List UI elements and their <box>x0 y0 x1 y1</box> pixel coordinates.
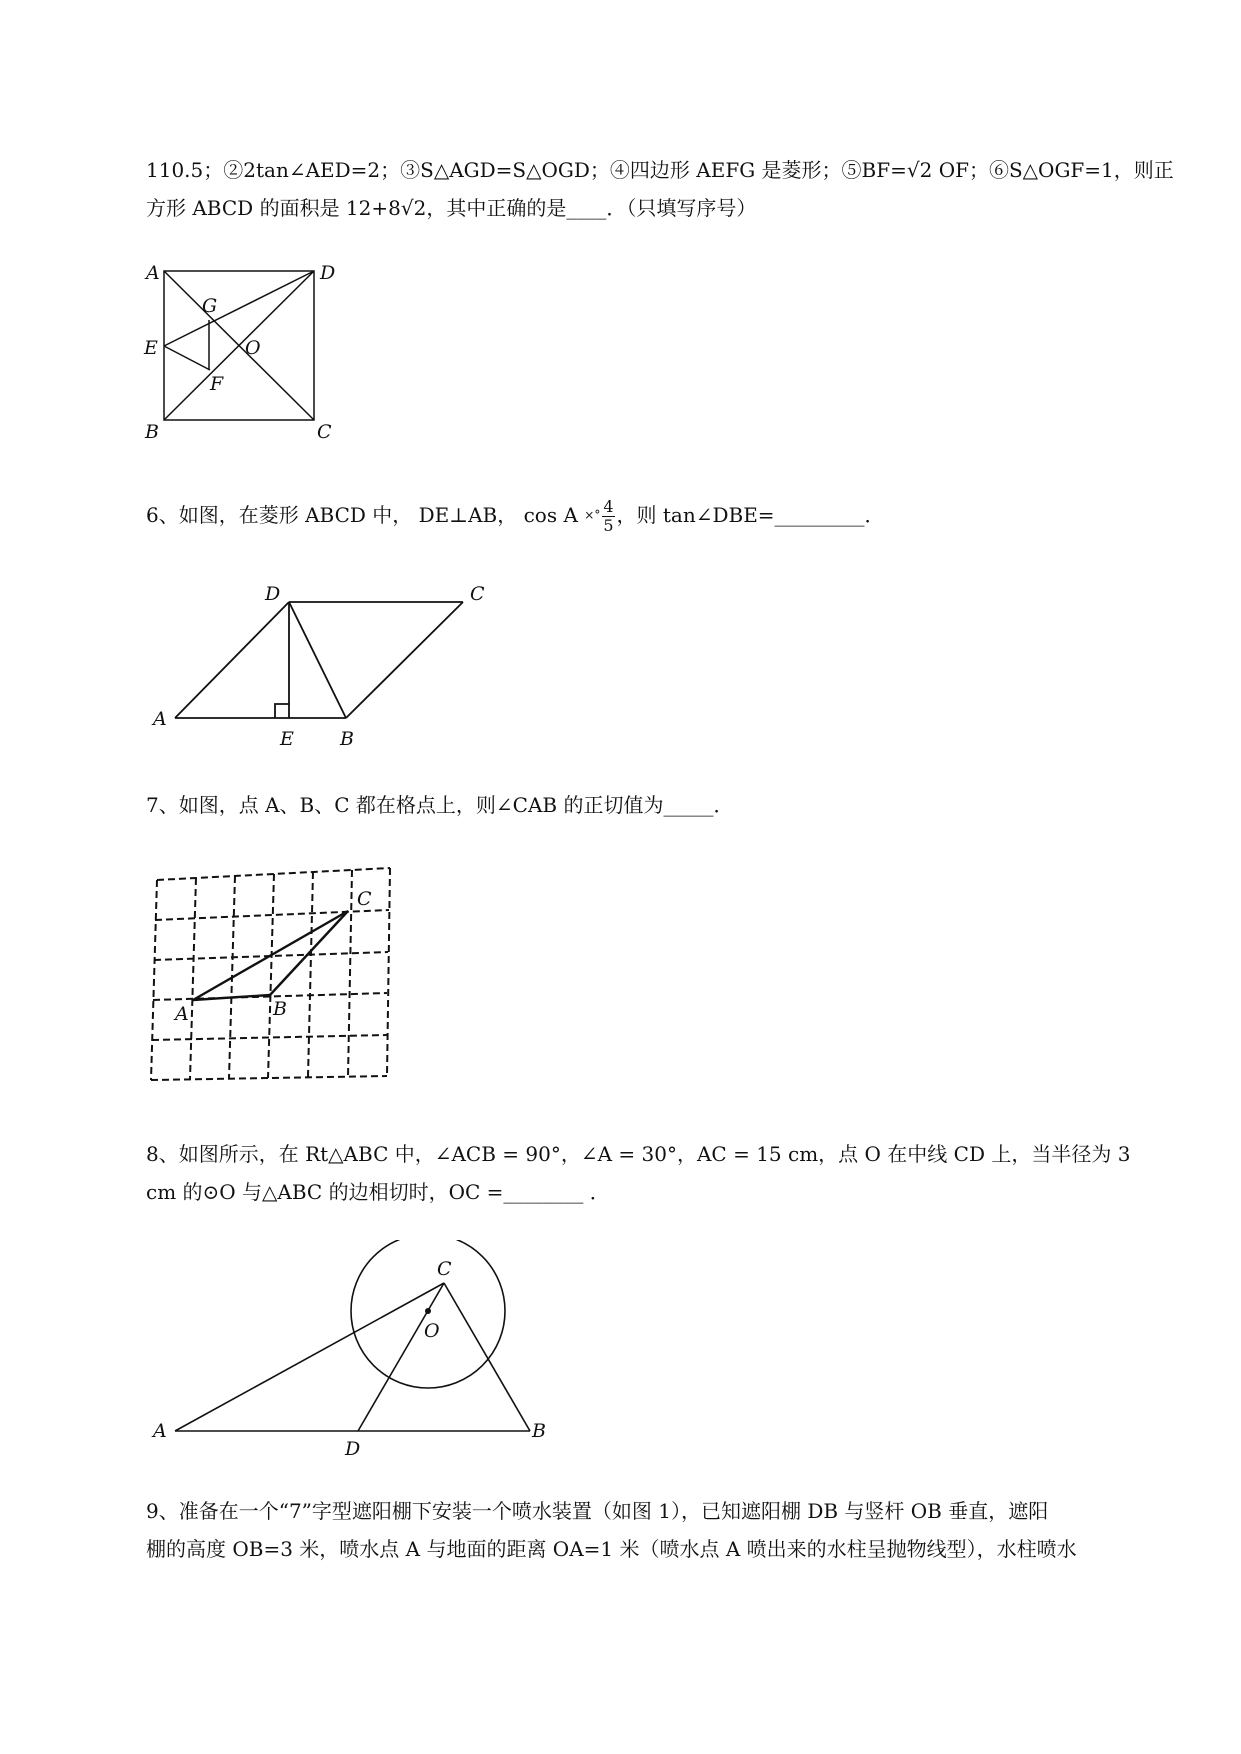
q9-text-line1: 9、准备在一个“7”字型遮阳棚下安装一个喷水装置（如图 1），已知遮阳棚 DB 与竖杆 OB 垂直，遮阳 <box>146 1499 1049 1523</box>
q8-text-line2: cm 的⊙O 与△ABC 的边相切时，OC =________ ． <box>146 1180 610 1204</box>
label-a: A <box>153 708 167 730</box>
q5-text-line2: 方形 ABCD 的面积是 12+8√2，其中正确的是____．（只填写序号） <box>146 196 757 220</box>
label-a: A <box>146 262 160 284</box>
q7-text: 7、如图，点 A、B、C 都在格点上，则∠CAB 的正切值为_____． <box>146 793 734 817</box>
label-c: C <box>357 888 372 910</box>
q9-text-line2: 棚的高度 OB=3 米，喷水点 A 与地面的距离 OA=1 米（喷水点 A 喷出来的水柱呈抛物线型），水柱喷水 <box>146 1537 1077 1561</box>
q6-text <box>146 495 1156 535</box>
segment-ef <box>164 346 210 370</box>
label-d: D <box>265 583 281 605</box>
q8-text-line1: 8、如图所示，在 Rt△ABC 中，∠ACB = 90°，∠A = 30°，AC = 15 cm，点 O 在中线 CD 上，当半径为 3 <box>146 1142 1131 1166</box>
q6-frac-num: 4 <box>603 497 614 516</box>
q6-suffix: ，则 tan∠DBE=_________． <box>616 503 885 527</box>
median-cd <box>358 1283 444 1431</box>
label-a: A <box>153 1420 167 1442</box>
segment-db <box>289 602 346 718</box>
label-o: O <box>424 1320 440 1342</box>
label-e: E <box>280 728 294 750</box>
q5-text-line1: 110.5；②2tan∠AED=2；③S△AGD=S△OGD；④四边形 AEFG 是菱形；⑤BF=√2 OF；⑥S△OGF=1，则正 <box>146 158 1174 182</box>
label-e: E <box>144 337 158 359</box>
label-g: G <box>202 295 218 317</box>
right-angle-mark <box>275 704 289 718</box>
q6-marks: ×° <box>584 508 601 522</box>
label-a: A <box>175 1003 189 1025</box>
label-b: B <box>340 728 354 750</box>
side-cb <box>444 1283 530 1431</box>
q6-rhombus-figure <box>145 570 505 755</box>
side-ad <box>175 602 289 718</box>
dashed-grid <box>151 868 390 1080</box>
q7-grid-figure <box>145 860 405 1090</box>
segment-ed <box>164 271 314 346</box>
center-o-dot <box>425 1308 431 1314</box>
label-d: D <box>345 1438 361 1460</box>
q6-fraction <box>602 498 614 535</box>
label-c: C <box>470 583 485 605</box>
label-f: F <box>210 373 224 395</box>
label-c: C <box>437 1258 452 1280</box>
label-o: O <box>245 337 261 359</box>
label-d: D <box>320 262 336 284</box>
label-b: B <box>145 421 159 443</box>
side-ac <box>175 1283 444 1431</box>
q6-prefix: 6、如图，在菱形 ABCD 中， DE⊥AB， cos A <box>146 503 585 527</box>
q8-triangle-circle-figure <box>145 1240 565 1460</box>
q6-frac-den: 5 <box>603 516 614 535</box>
label-c: C <box>317 421 332 443</box>
q5-square-figure <box>130 250 350 450</box>
label-b: B <box>532 1420 546 1442</box>
side-cb <box>346 602 463 718</box>
label-b: B <box>273 998 287 1020</box>
